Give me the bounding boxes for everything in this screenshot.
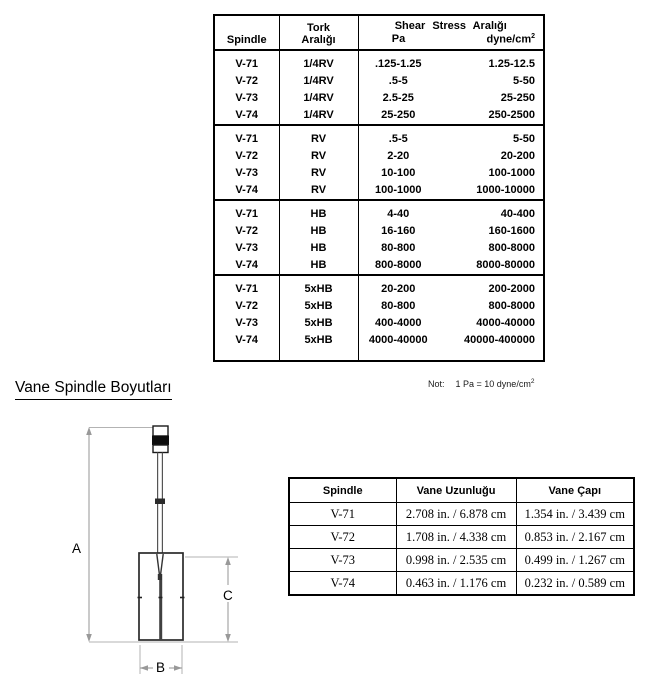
table-cell: 1/4RV: [279, 90, 358, 107]
table-cell: V-71: [214, 50, 279, 73]
table-cell: 1/4RV: [279, 73, 358, 90]
arrowhead-c-bottom: [225, 634, 231, 642]
arrowhead-b-left: [140, 665, 148, 671]
table-cell: 25-250: [500, 91, 536, 104]
table-row: [289, 503, 634, 526]
table-cell: 0.853 in. / 2.167 cm: [516, 526, 634, 549]
table-row: [289, 549, 634, 572]
table-cell: 80-800: [381, 241, 416, 254]
table-cell: .125-1.25: [375, 57, 422, 70]
table-row: [214, 223, 544, 240]
note-text: 1 Pa = 10 dyne/cm: [455, 379, 531, 389]
spindle-cap-top: [153, 426, 168, 436]
vane-dimensions-table: [288, 477, 635, 596]
table-cell: 100-1000: [375, 183, 422, 196]
table-row: [214, 165, 544, 182]
table-cell: 250-2500: [488, 108, 536, 121]
spindle-cap-band: [152, 436, 169, 446]
table-cell: 800-8000: [488, 241, 536, 254]
shear-group-quarter-rv: [214, 50, 544, 125]
table-cell: V-72: [214, 223, 279, 240]
table-cell: V-74: [289, 572, 396, 596]
table-cell: V-71: [214, 125, 279, 148]
table-cell: V-73: [214, 90, 279, 107]
table-cell: 1.354 in. / 3.439 cm: [516, 503, 634, 526]
table-cell: HB: [279, 240, 358, 257]
shear-table-header: [214, 15, 544, 50]
table-row: [214, 73, 544, 90]
table-cell: 200-2000: [488, 282, 536, 295]
arrowhead-b-right: [174, 665, 182, 671]
table-cell: V-72: [214, 148, 279, 165]
table-row: [214, 200, 544, 223]
table-cell: 8000-80000: [476, 258, 536, 271]
shear-stress-title: Shear Stress Aralığı: [394, 20, 507, 32]
table-cell: V-73: [289, 549, 396, 572]
table-row: [214, 315, 544, 332]
table-row: [214, 148, 544, 165]
dims-header-spindle: Spindle: [289, 478, 396, 503]
table-cell: 10-100: [381, 166, 416, 179]
table-cell: RV: [279, 125, 358, 148]
table-cell: 5-50: [512, 74, 536, 87]
table-cell: V-74: [214, 332, 279, 361]
table-cell: 16-160: [381, 224, 416, 237]
vane-center-blade: [159, 580, 162, 640]
table-cell: 4000-40000: [476, 316, 536, 329]
shear-stress-units-row: [359, 33, 544, 46]
table-row: [214, 298, 544, 315]
col-header-shear-stress: [358, 15, 544, 50]
table-row: [214, 257, 544, 275]
table-row: [214, 332, 544, 361]
table-cell: 20-200: [500, 149, 536, 162]
table-cell: 2.5-25: [382, 91, 414, 104]
unit-pa: Pa: [391, 33, 406, 45]
table-row: [214, 182, 544, 200]
table-cell: V-74: [214, 182, 279, 200]
section-heading: Vane Spindle Boyutları: [15, 379, 172, 400]
unit-dyne-base: dyne/cm: [486, 33, 532, 46]
table-cell: V-73: [214, 165, 279, 182]
col-header-spindle: [214, 15, 279, 50]
table-cell: 40000-400000: [464, 333, 536, 346]
table-cell: V-71: [214, 275, 279, 298]
table-cell: 5xHB: [279, 275, 358, 298]
table-cell: 400-4000: [375, 316, 422, 329]
table-row: [214, 125, 544, 148]
table-cell: 1/4RV: [279, 50, 358, 73]
table-cell: 20-200: [381, 282, 416, 295]
table-cell: .5-5: [388, 132, 408, 145]
table-cell: 100-1000: [488, 166, 536, 179]
table-cell: HB: [279, 257, 358, 275]
arrowhead-a-bottom: [86, 634, 92, 642]
table-cell: 1/4RV: [279, 107, 358, 125]
dims-header-vane-diameter: Vane Çapı: [516, 478, 634, 503]
table-cell: V-74: [214, 257, 279, 275]
table-row: [214, 90, 544, 107]
shear-group-rv: [214, 125, 544, 200]
vane-hub: [158, 574, 162, 580]
col-header-tork-line1: Tork: [306, 21, 331, 34]
table-cell: RV: [279, 182, 358, 200]
table-cell: HB: [279, 223, 358, 240]
table-cell: 0.998 in. / 2.535 cm: [396, 549, 516, 572]
dims-table-body: [289, 503, 634, 596]
table-row: [214, 107, 544, 125]
table-cell: 1000-10000: [476, 183, 536, 196]
table-cell: 5xHB: [279, 332, 358, 361]
table-row: [214, 50, 544, 73]
dimension-label-c: C: [223, 588, 233, 603]
shear-group-5xhb: [214, 275, 544, 361]
col-header-spindle-label: Spindle: [226, 33, 267, 46]
unit-dyne-sup: 2: [531, 33, 536, 40]
table-cell: V-71: [214, 200, 279, 223]
table-cell: V-71: [289, 503, 396, 526]
arrowhead-a-top: [86, 427, 92, 435]
table-cell: 5xHB: [279, 298, 358, 315]
table-cell: 0.463 in. / 1.176 cm: [396, 572, 516, 596]
vane-spindle-drawing: [40, 410, 250, 680]
table-cell: 160-1600: [488, 224, 536, 237]
table-cell: V-72: [289, 526, 396, 549]
col-header-tork: [279, 15, 358, 50]
table-cell: HB: [279, 200, 358, 223]
table-row: [289, 572, 634, 596]
dims-table-header: [289, 478, 634, 503]
table-cell: 800-8000: [488, 299, 536, 312]
table-cell: 0.232 in. / 0.589 cm: [516, 572, 634, 596]
shear-group-hb: [214, 200, 544, 275]
table-cell: .5-5: [388, 74, 408, 87]
table-cell: RV: [279, 165, 358, 182]
table-cell: V-73: [214, 240, 279, 257]
table-cell: 2-20: [387, 149, 410, 162]
table-cell: 0.499 in. / 1.267 cm: [516, 549, 634, 572]
table-cell: 40-400: [500, 207, 536, 220]
table-cell: 25-250: [381, 108, 416, 121]
shear-stress-table: [213, 14, 545, 362]
arrowhead-c-top: [225, 557, 231, 565]
shaft-coupling: [155, 499, 165, 505]
dimension-label-b: B: [156, 660, 166, 675]
table-cell: V-74: [214, 107, 279, 125]
note-label: Not:: [428, 379, 445, 389]
table-cell: 4-40: [387, 207, 410, 220]
table-cell: 2.708 in. / 6.878 cm: [396, 503, 516, 526]
table-cell: 5-50: [512, 132, 536, 145]
dimension-label-a: A: [72, 541, 82, 556]
table-cell: 5xHB: [279, 315, 358, 332]
table-cell: V-72: [214, 73, 279, 90]
table-cell: RV: [279, 148, 358, 165]
table-cell: 800-8000: [375, 258, 422, 271]
col-header-tork-line2: Aralığı: [301, 33, 336, 46]
table-cell: 1.708 in. / 4.338 cm: [396, 526, 516, 549]
unit-dyne: [439, 33, 544, 46]
spindle-cap-bottom: [153, 445, 168, 453]
table-cell: 4000-40000: [368, 333, 428, 346]
note-sup: 2: [530, 378, 535, 385]
table-row: [289, 526, 634, 549]
conversion-note: [428, 378, 534, 389]
table-cell: V-73: [214, 315, 279, 332]
table-row: [214, 240, 544, 257]
table-cell: 80-800: [381, 299, 416, 312]
dims-header-vane-length: Vane Uzunluğu: [396, 478, 516, 503]
table-cell: 1.25-12.5: [488, 57, 536, 70]
table-cell: V-72: [214, 298, 279, 315]
table-row: [214, 275, 544, 298]
